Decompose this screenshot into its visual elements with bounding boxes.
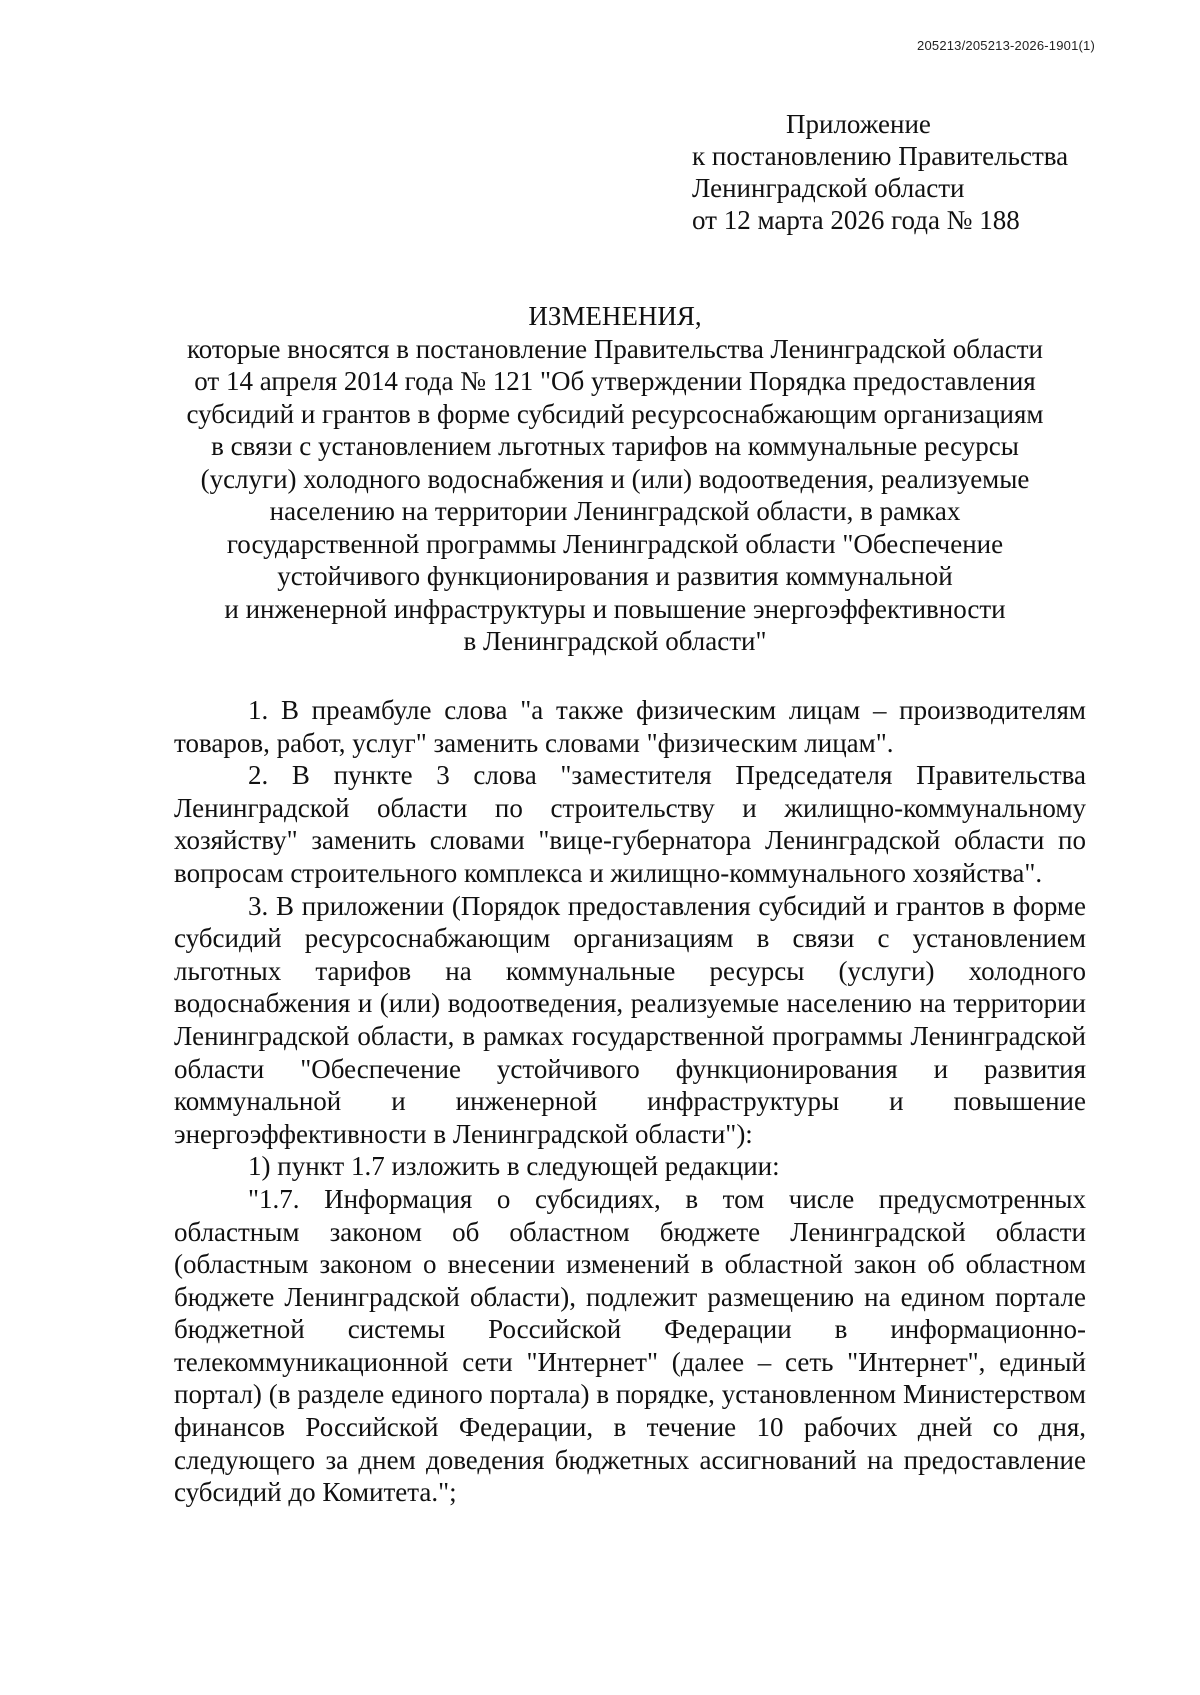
title-line: государственной программы Ленинградской области "Обеспечение bbox=[226, 528, 1004, 559]
appendix-header bbox=[692, 108, 1068, 236]
appendix-line: к постановлению Правительства bbox=[692, 141, 1069, 171]
body-paragraph: 1. В преамбуле слова "а также физическим лицам – производителям товаров, работ, услуг" заменить словами "физическим лицам". bbox=[174, 695, 1086, 758]
document-id: 205213/205213-2026-1901(1) bbox=[917, 38, 1095, 53]
body-paragraph: 3. В приложении (Порядок предоставления субсидий и грантов в форме субсидий ресурсоснабжающим организациям в связи с установлением льготных тарифов на коммунальные ресурсы (услуги) холодного водоснабжения и (или) водоотведения, реализуемые населению на территории Ленинградской области, в рамках государственной программы Ленинградской области "Обеспечение устойчивого функционирования и развития коммунальной и инженерной инфраструктуры и повышение энергоэффективности в Ленинградской области"): bbox=[174, 890, 1086, 1149]
title-heading: ИЗМЕНЕНИЯ, bbox=[528, 301, 702, 331]
document-body bbox=[174, 694, 1086, 1509]
title-line: от 14 апреля 2014 года № 121 "Об утверждении Порядка предоставления bbox=[194, 366, 1036, 396]
appendix-line: Ленинградской области bbox=[692, 173, 965, 203]
body-paragraph: 2. В пункте 3 слова "заместителя Председателя Правительства Ленинградской области по строительству и жилищно-коммунальному хозяйству" заменить словами "вице-губернатора Ленинградской области по вопросам строительного комплекса и жилищно-коммунального хозяйства". bbox=[174, 760, 1086, 888]
title-line: которые вносятся в постановление Правительства Ленинградской области bbox=[186, 333, 1043, 364]
appendix-line: от 12 марта 2026 года № 188 bbox=[692, 205, 1020, 235]
body-paragraph: "1.7. Информация о субсидиях, в том числе предусмотренных областным законом об областном бюджете Ленинградской области (областным законом о внесении изменений в областной закон об областном бюджете Ленинградской области), подлежит размещению на едином портале бюджетной системы Российской Федерации в информационно-телекоммуникационной сети "Интернет" (далее – сеть "Интернет", единый портал) (в разделе единого портала) в порядке, установленном Министерством финансов Российской Федерации, в течение 10 рабочих дней со дня, следующего за днем доведения бюджетных ассигнований на предоставление субсидий до Комитета."; bbox=[174, 1183, 1086, 1508]
title-line: и инженерной инфраструктуры и повышение энергоэффективности bbox=[224, 593, 1006, 624]
document-title bbox=[170, 300, 1060, 658]
appendix-line: Приложение bbox=[786, 109, 931, 139]
body-paragraph: 1) пункт 1.7 изложить в следующей редакции: bbox=[248, 1151, 780, 1182]
title-line: населению на территории Ленинградской области, в рамках bbox=[269, 496, 961, 526]
title-line: (услуги) холодного водоснабжения и (или) водоотведения, реализуемые bbox=[200, 463, 1030, 494]
title-line: в связи с установлением льготных тарифов на коммунальные ресурсы bbox=[211, 431, 1019, 461]
title-line: устойчивого функционирования и развития коммунальной bbox=[277, 561, 953, 591]
title-line: в Ленинградской области" bbox=[463, 626, 767, 656]
title-line: субсидий и грантов в форме субсидий ресурсоснабжающим организациям bbox=[186, 398, 1044, 429]
